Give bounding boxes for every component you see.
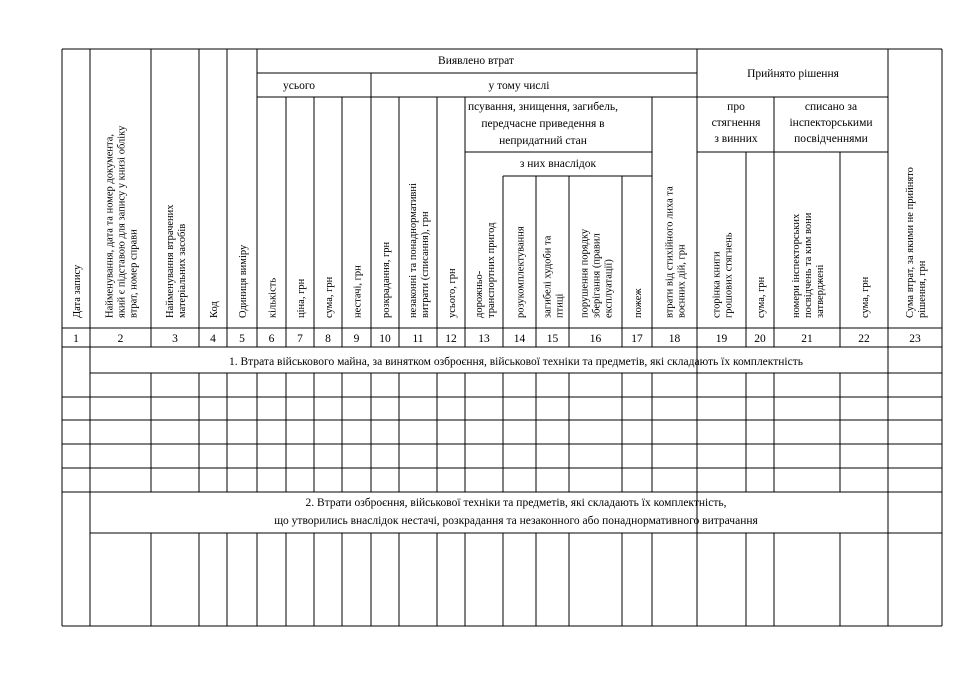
header-spoilage-1: псування, знищення, загибель, [468, 101, 618, 113]
column-header-10: розкрадання, грн [381, 241, 392, 318]
section-title: 1. Втрата військового майна, за винятком озброєння, військової техніки та предметів, які складають їх комплектність [229, 356, 803, 368]
column-number: 13 [478, 333, 490, 345]
column-header-19: грошових стягнень [723, 232, 735, 318]
column-header-3: Найменування втрачених [165, 204, 176, 318]
column-header-14: розукомплектування [515, 226, 527, 318]
column-number: 9 [353, 333, 360, 345]
column-header-22: сума, грн [860, 276, 871, 318]
column-number: 11 [412, 333, 424, 345]
column-header-13: дорожньо- [474, 270, 485, 318]
column-header-23: рішення, грн [917, 260, 928, 318]
header-including: у тому числі [488, 80, 550, 92]
column-header-16: експлуатації) [603, 259, 615, 318]
column-number-row [73, 333, 921, 345]
column-number: 5 [239, 333, 245, 345]
header-recovery-3: з винних [714, 133, 758, 145]
column-header-7: ціна, грн [296, 278, 307, 318]
column-number: 19 [715, 333, 728, 345]
column-number: 7 [297, 333, 303, 345]
column-number: 16 [589, 333, 602, 345]
column-header-21: посвідчень та ким вони [803, 212, 814, 318]
column-number: 17 [631, 333, 643, 345]
column-header-15: загибелі худоби та [542, 235, 554, 318]
column-header-23: Сума втрат, за якими не прийнято [905, 167, 916, 318]
vertical-column-headers [72, 125, 928, 318]
column-header-2: який є підставою для запису у книзі обліку [116, 125, 128, 318]
column-header-11: незаконні та понаднормативні [408, 183, 419, 318]
column-number: 10 [379, 333, 391, 345]
column-number: 6 [268, 333, 275, 345]
column-header-2: втрат, номер справи [128, 229, 140, 318]
column-header-3: матеріальних засобів [177, 223, 188, 318]
column-header-21: номери інспекторських [791, 213, 802, 318]
column-header-18: втрати від стихійного лиха та [664, 186, 676, 318]
header-spoilage-3: непридатний стан [499, 135, 587, 147]
column-header-18: воєнних дій, грн [676, 244, 688, 318]
column-number: 12 [445, 333, 457, 345]
column-number: 14 [513, 333, 526, 345]
header-written-off-2: інспекторськими [789, 117, 873, 129]
column-header-6: кількість [267, 277, 279, 318]
column-number: 15 [546, 333, 559, 345]
column-header-1: Дата запису [72, 264, 83, 318]
header-written-off-1: списано за [804, 101, 858, 113]
header-of-which: з них внаслідок [519, 158, 597, 170]
column-number: 18 [668, 333, 681, 345]
section-title: 2. Втрати озброєння, військової техніки та предметів, які складають їх комплектність, [305, 497, 727, 509]
column-header-5: Одиниця виміру [238, 244, 249, 318]
column-header-13: транспортних пригод [486, 222, 497, 318]
column-number: 1 [73, 333, 79, 345]
column-number: 4 [210, 333, 216, 345]
column-number: 23 [909, 333, 921, 345]
column-header-16: зберігання (правил [591, 233, 603, 318]
column-number: 8 [325, 333, 331, 345]
column-number: 21 [801, 333, 813, 345]
column-header-20: сума, грн [756, 276, 767, 318]
column-number: 20 [754, 333, 766, 345]
header-detected-losses: Виявлено втрат [438, 55, 514, 67]
column-header-8: сума, грн [324, 276, 335, 318]
section-title: що утворились внаслідок нестачі, розкрадання та незаконного або понаднормативного витрачання [274, 515, 758, 527]
column-number: 2 [117, 333, 124, 345]
column-header-11: витрати (списання), грн [420, 211, 431, 318]
header-total: усього [282, 80, 316, 92]
column-header-16: порушення порядку [579, 228, 591, 318]
column-header-9: нестачі, грн [352, 265, 364, 318]
section-titles [229, 356, 803, 527]
header-recovery-2: стягнення [711, 117, 761, 129]
column-number: 22 [858, 333, 870, 345]
column-number: 3 [172, 333, 178, 345]
column-header-19: сторінка книги [711, 251, 723, 318]
column-header-21: затверджені [815, 264, 826, 318]
header-spoilage-2: передчасне приведення в [481, 118, 605, 130]
header-written-off-3: посвідченнями [794, 133, 868, 145]
column-header-17: пожеж [633, 288, 644, 318]
header-decision: Прийнято рішення [747, 68, 839, 80]
column-header-15: птиці [554, 293, 566, 318]
column-header-2: Найменування, дата та номер документа, [104, 133, 116, 318]
header-recovery-1: про [727, 101, 745, 113]
column-header-4: Код [209, 301, 220, 318]
column-header-12: усього, грн [447, 268, 458, 318]
